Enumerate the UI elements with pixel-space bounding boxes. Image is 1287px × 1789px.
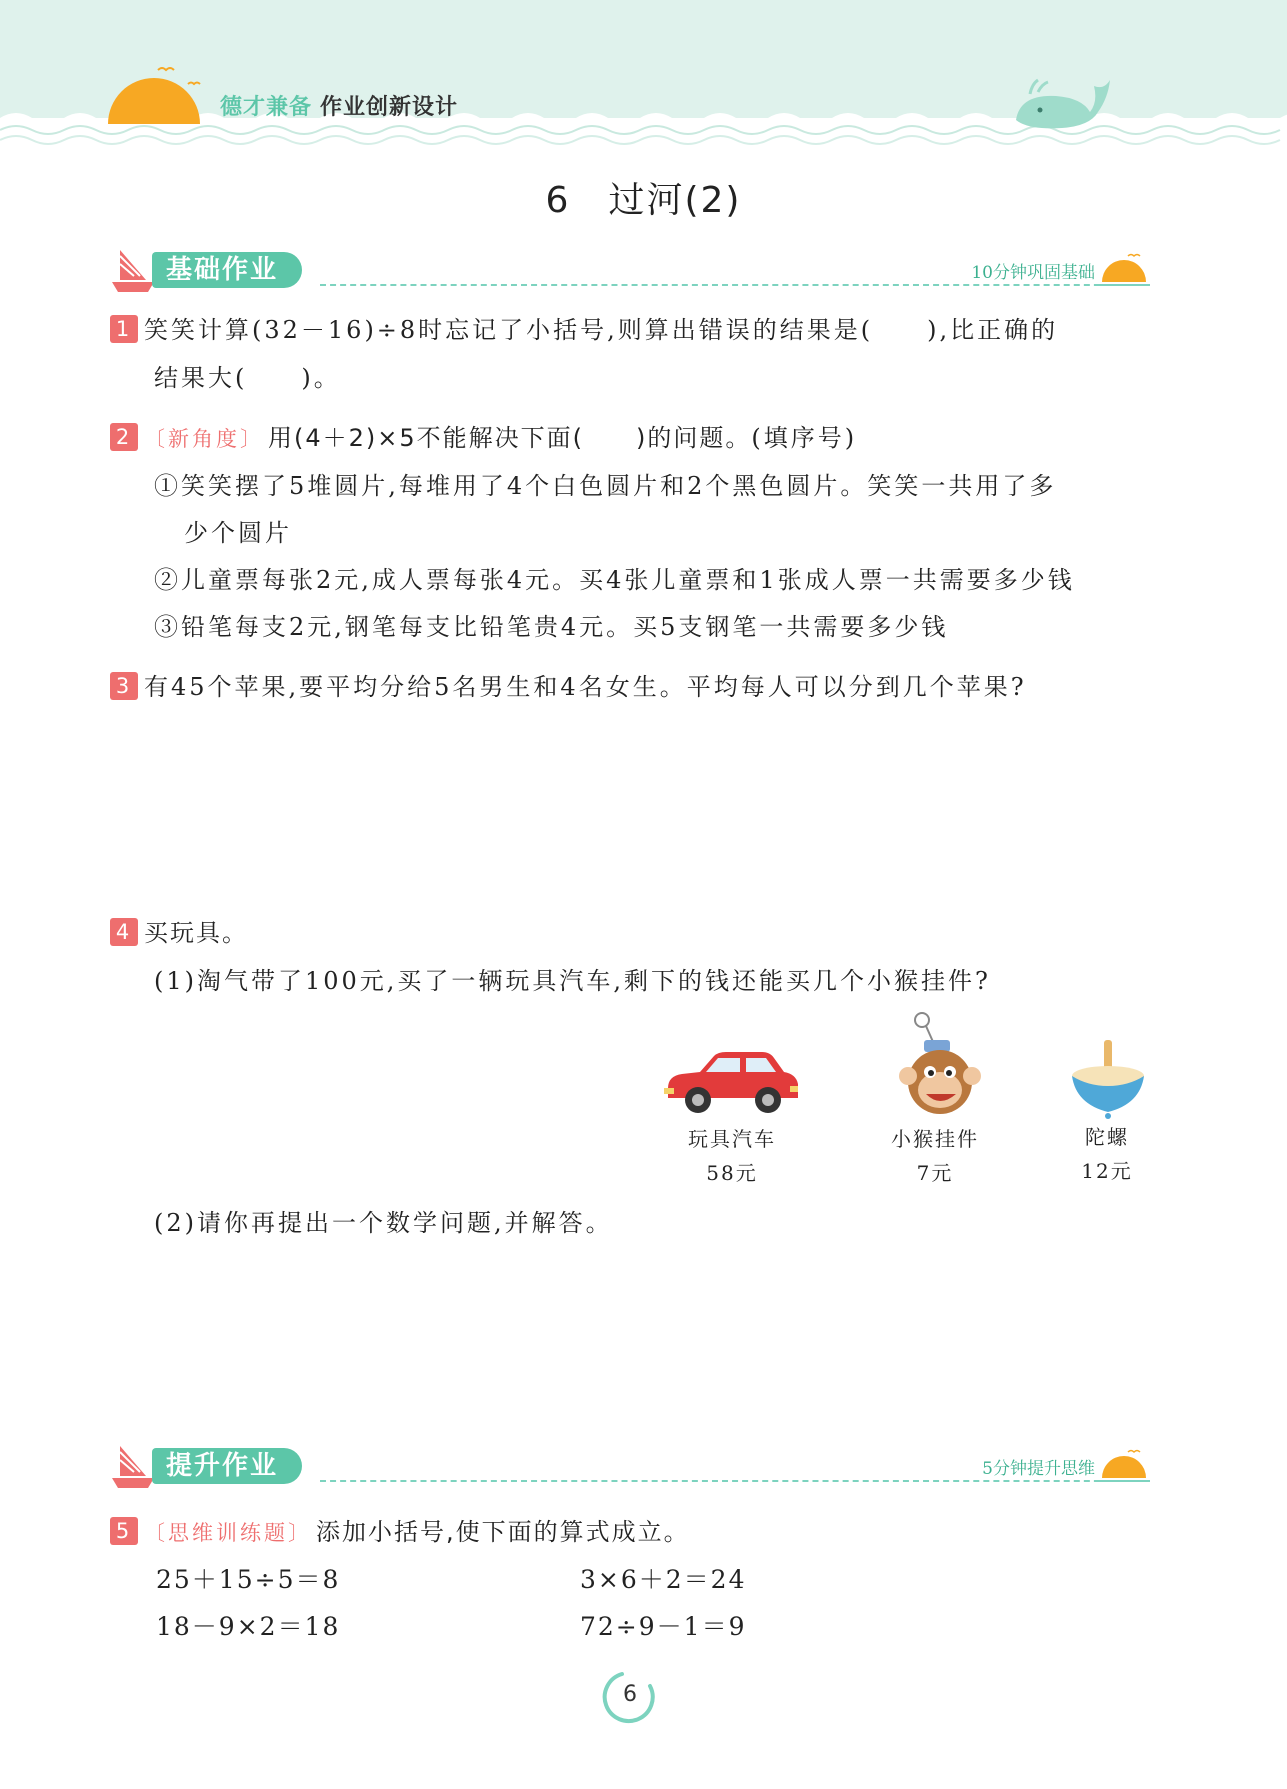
- monkey-keychain-icon: [896, 1010, 986, 1122]
- equation-2: 3×6＋2＝24: [580, 1565, 747, 1594]
- q4-title-line: [110, 913, 248, 948]
- q4-title: 买玩具。: [144, 919, 248, 947]
- item-monkey-name: 小猴挂件: [891, 1127, 979, 1151]
- q5-tag: 〔思维训练题〕: [144, 1521, 312, 1545]
- equation-4: 72÷9－1＝9: [580, 1612, 747, 1641]
- q1-line1: [110, 310, 1058, 345]
- page-title: 6 过河(2): [545, 180, 742, 221]
- spinning-top-icon: [1068, 1040, 1148, 1120]
- sailboat-icon: [110, 1442, 156, 1490]
- section-basic-hint: 10分钟巩固基础: [971, 263, 1095, 283]
- q2-note: (填序号): [751, 424, 858, 452]
- sailboat-icon: [110, 246, 156, 294]
- item-car-price: 58元: [706, 1161, 758, 1185]
- item-car-caption: [652, 1122, 812, 1190]
- section-advanced-hint: 5分钟提升思维: [982, 1459, 1095, 1479]
- section-advanced-label: 提升作业: [152, 1448, 302, 1484]
- brand-dark-text: 作业创新设计: [320, 95, 459, 120]
- q3-line: [110, 667, 1027, 702]
- small-sun-icon: [1098, 252, 1150, 288]
- item-top-name: 陀螺: [1085, 1125, 1129, 1149]
- brand-green-text: 德才兼备: [220, 95, 313, 120]
- q2-stem: 用(4＋2)×5不能解决下面( )的问题。: [268, 424, 752, 452]
- item-car-name: 玩具汽车: [688, 1127, 776, 1151]
- equation-1: 25＋15÷5＝8: [156, 1565, 341, 1594]
- item-monkey-price: 7元: [916, 1161, 954, 1185]
- q2-option-3: ③铅笔每支2元,钢笔每支比铅笔贵4元。买5支钢笔一共需要多少钱: [154, 613, 949, 641]
- whale-icon: [1010, 72, 1120, 132]
- section-basic-divider: [320, 284, 1120, 286]
- item-monkey-caption: [855, 1122, 1015, 1190]
- q1-number: 1: [110, 315, 138, 343]
- page-number: 6: [623, 1682, 637, 1707]
- q1-text-1: 笑笑计算(32－16)÷8时忘记了小括号,则算出错误的结果是( ),比正确的: [144, 316, 1059, 344]
- section-advanced-banner: [110, 1442, 1150, 1490]
- q2-number: 2: [110, 423, 138, 451]
- sunset-icon: [100, 60, 210, 130]
- q2-option-1-line2: 少个圆片: [184, 519, 292, 547]
- small-sun-icon: [1098, 1448, 1150, 1484]
- item-top-caption: [1027, 1120, 1187, 1188]
- toy-car-icon: [662, 1048, 802, 1118]
- q2-tag: 〔新角度〕: [144, 427, 264, 451]
- q3-text: 有45个苹果,要平均分给5名男生和4名女生。平均每人可以分到几个苹果?: [144, 673, 1027, 701]
- q4-number: 4: [110, 918, 138, 946]
- section-basic-banner: [110, 246, 1150, 294]
- page-number-badge: [600, 1668, 660, 1728]
- q5-stem-line: [110, 1512, 690, 1547]
- brand-title: [220, 90, 458, 121]
- item-top-price: 12元: [1081, 1159, 1133, 1183]
- q5-stem: 添加小括号,使下面的算式成立。: [316, 1518, 690, 1546]
- q5-number: 5: [110, 1517, 138, 1545]
- q4-sub1: (1)淘气带了100元,买了一辆玩具汽车,剩下的钱还能买几个小猴挂件?: [154, 967, 991, 995]
- q1-line2: 结果大( )。: [154, 364, 341, 392]
- q2-option-1-line1: ①笑笑摆了5堆圆片,每堆用了4个白色圆片和2个黑色圆片。笑笑一共用了多: [154, 472, 1057, 500]
- section-advanced-divider: [320, 1480, 1120, 1482]
- q2-stem-line: [110, 418, 857, 453]
- section-basic-label: 基础作业: [152, 252, 302, 288]
- equation-3: 18－9×2＝18: [156, 1612, 341, 1641]
- q2-option-2: ②儿童票每张2元,成人票每张4元。买4张儿童票和1张成人票一共需要多少钱: [154, 566, 1075, 594]
- q4-sub2: (2)请你再提出一个数学问题,并解答。: [154, 1209, 613, 1237]
- q3-number: 3: [110, 672, 138, 700]
